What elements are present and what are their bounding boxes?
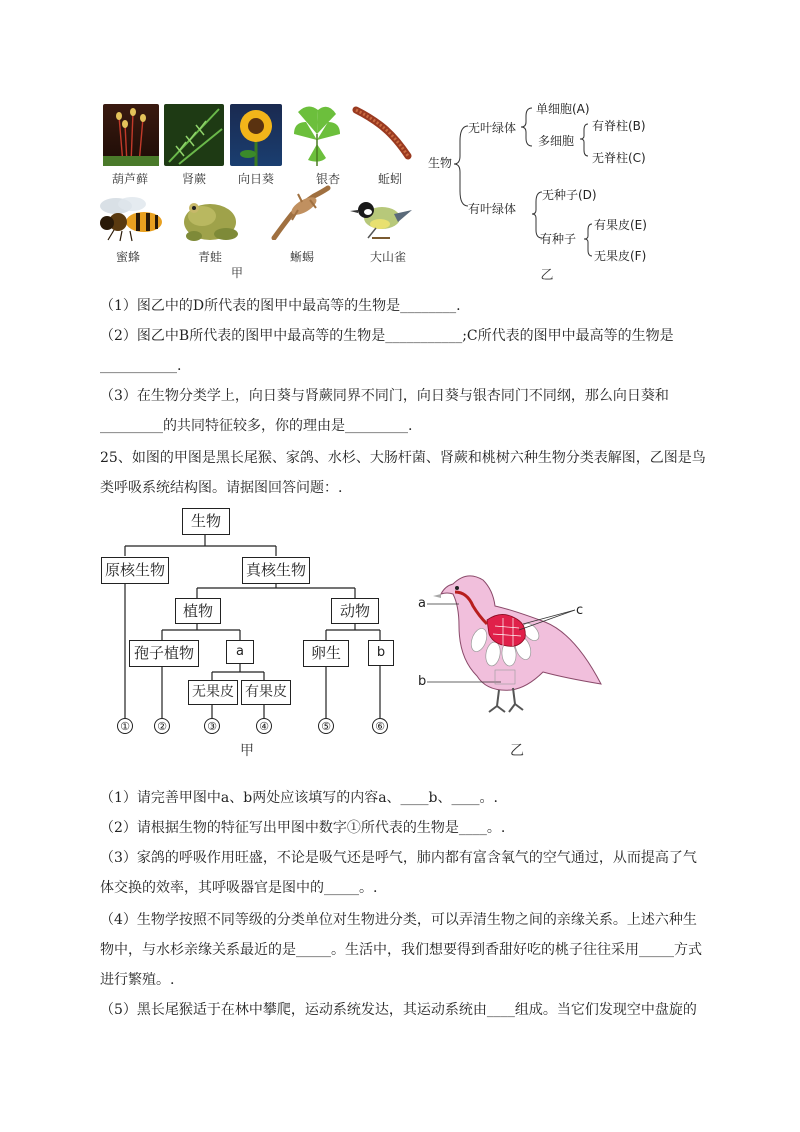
bird-drawing — [415, 566, 615, 716]
tree-yi-seed: 有种子 — [540, 232, 577, 246]
chart-jia-num-5: ⑤ — [318, 718, 334, 734]
figure-label-yi-top: 乙 — [540, 268, 554, 283]
bird-label-b: b — [418, 674, 427, 689]
bird-label-c: c — [576, 603, 584, 618]
q25-intro-line1: 25、如图的甲图是黑长尾猴、家鸽、水杉、大肠杆菌、肾蕨和桃树六种生物分类表解图，乙图是鸟 — [100, 450, 706, 466]
chart-jia-b-box: b — [368, 640, 394, 666]
chart-jia-num-4: ④ — [256, 718, 272, 734]
chart-jia-a-box: a — [226, 640, 254, 664]
caption-bee: 蜜蜂 — [115, 250, 140, 264]
tree-yi-no-fruit-peel: 无果皮(F) — [594, 249, 647, 263]
q25-part3: （3）家鸽的呼吸作用旺盛，不论是吸气还是呼气，肺内都有富含氧气的空气通过，从而提高了气 — [100, 850, 697, 866]
figure-label-jia-top: 甲 — [230, 266, 243, 280]
q25-part4: （4）生物学按照不同等级的分类单位对生物进分类，可以弄清生物之间的亲缘关系。上述六种生 — [100, 912, 697, 928]
tree-yi-multicellular: 多细胞 — [538, 134, 575, 148]
q24-part2-cont: ___________. — [100, 358, 182, 374]
chart-jia-num-3: ③ — [204, 718, 220, 734]
q25-part2: （2）请根据生物的特征写出甲图中数字①所代表的生物是____。. — [100, 820, 506, 836]
q25-part4-cont2: 进行繁殖。. — [100, 972, 175, 988]
chart-jia-animal-box: 动物 — [331, 598, 379, 624]
q25-part4-cont1: 物中，与水杉亲缘关系最近的是_____。生活中，我们想要得到香甜好吃的桃子往往采用_____方式 — [100, 942, 702, 958]
q25-part5: （5）黑长尾猴适于在林中攀爬，运动系统发达，其运动系统由____组成。当它们发现空中盘旋的 — [100, 1002, 697, 1018]
tree-yi-vertebrate: 有脊柱(B) — [592, 119, 646, 133]
ginkgo-photo — [288, 100, 346, 166]
q25-intro-line2: 类呼吸系统结构图。请据图回答问题：. — [100, 480, 343, 496]
chart-jia-num-6: ⑥ — [372, 718, 388, 734]
tree-yi-fruit-peel: 有果皮(E) — [594, 218, 647, 232]
caption-frog: 青蛙 — [197, 250, 222, 264]
chart-jia-prokaryote-box: 原核生物 — [101, 557, 169, 584]
sunflower-photo — [230, 104, 282, 166]
frog-photo — [180, 192, 242, 244]
chart-jia-root-box: 生物 — [182, 508, 230, 535]
tree-yi-unicellular: 单细胞(A) — [536, 102, 590, 116]
figure-label-yi-25: 乙 — [510, 743, 524, 759]
tree-yi-chlorophyll: 有叶绿体 — [468, 202, 517, 216]
q25-part1: （1）请完善甲图中a、b两处应该填写的内容a、____b、____。. — [100, 790, 498, 806]
figure-label-jia-25: 甲 — [240, 743, 254, 759]
tit-bird-photo — [346, 196, 412, 240]
q24-part3-cont: _________的共同特征较多，你的理由是_________. — [100, 418, 413, 434]
chart-jia-num-2: ② — [154, 718, 170, 734]
chart-jia-eukaryote-box: 真核生物 — [242, 557, 310, 584]
tree-yi-invertebrate: 无脊柱(C) — [592, 151, 646, 165]
q24-part3: （3）在生物分类学上，向日葵与肾蕨同界不同门，向日葵与银杏同门不同纲，那么向日葵和 — [100, 388, 669, 404]
chart-jia-spore-plant-box: 孢子植物 — [129, 640, 199, 667]
lizard-photo — [264, 184, 332, 240]
chart-jia-oviparous-box: 卵生 — [303, 640, 349, 667]
tree-yi-no-seed: 无种子(D) — [542, 188, 597, 202]
chart-jia-no-peel-box: 无果皮 — [188, 680, 238, 705]
tree-yi-root: 生物 — [428, 156, 453, 170]
fern-photo — [164, 104, 224, 166]
bird-label-a: a — [418, 596, 426, 611]
chart-jia-num-1: ① — [117, 718, 133, 734]
earthworm-photo — [352, 104, 412, 162]
caption-fern: 肾蕨 — [181, 172, 206, 186]
caption-ginkgo: 银杏 — [315, 172, 340, 186]
caption-tit: 大山雀 — [369, 250, 406, 264]
chart-jia-plant-box: 植物 — [175, 598, 221, 624]
caption-sunflower: 向日葵 — [237, 172, 274, 186]
chart-jia-has-peel-box: 有果皮 — [241, 680, 291, 705]
caption-earthworm: 蚯蚓 — [377, 172, 402, 186]
q24-part1: （1）图乙中的D所代表的图甲中最高等的生物是________. — [100, 298, 461, 314]
caption-lizard: 蜥蜴 — [289, 250, 314, 264]
caption-moss: 葫芦藓 — [111, 172, 148, 186]
moss-photo — [103, 104, 159, 166]
tree-yi-no-chlorophyll: 无叶绿体 — [468, 121, 517, 135]
q24-part2: （2）图乙中B所代表的图甲中最高等的生物是___________;C所代表的图甲中最高等的生物是 — [100, 328, 674, 344]
q25-part3-cont: 体交换的效率，其呼吸器官是图中的_____。. — [100, 880, 378, 896]
bee-photo — [94, 196, 170, 242]
